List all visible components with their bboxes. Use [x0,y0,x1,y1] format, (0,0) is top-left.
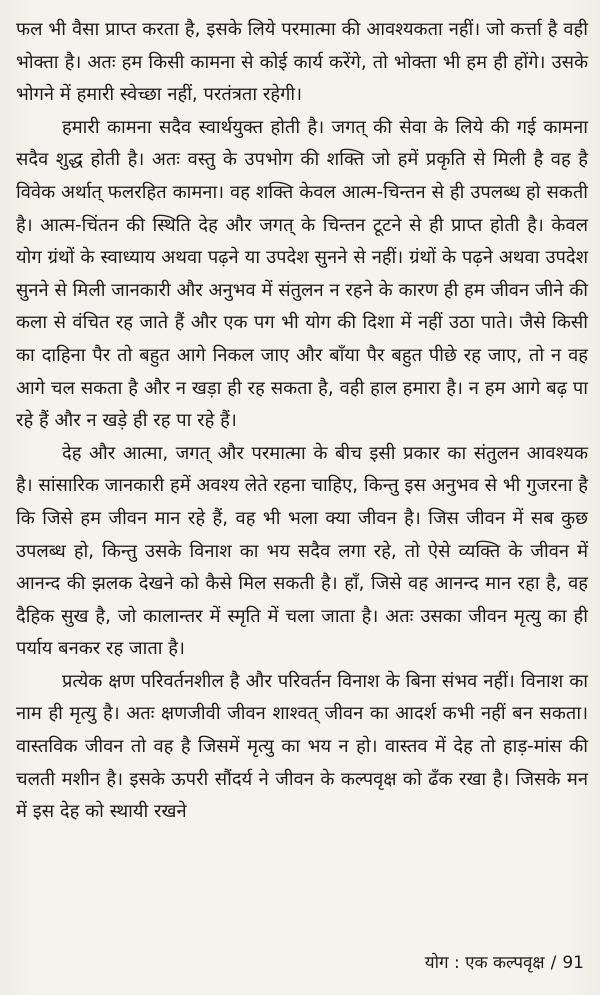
paragraph-4: प्रत्येक क्षण परिवर्तनशील है और परिवर्तन विनाश के बिना संभव नहीं। विनाश का नाम ही मृत्यु है। अतः क्षणजीवी जीवन शाश्वत् जीवन का आदर्श कभी नहीं बन सकता। वास्तविक जीवन तो वह है जिसमें मृत्यु का भय न हो। वास्तव में देह तो हाड़-मांस की चलती मशीन है। इसके ऊपरी सौंदर्य ने जीवन के कल्पवृक्ष को ढँक रखा है। जिसके मन में इस देह को स्थायी रखने [16,670,588,823]
page-number: 91 [562,953,584,973]
footer-separator: / [550,953,557,973]
body-text [16,14,588,829]
paragraph-2: हमारी कामना सदैव स्वार्थयुक्त होती है। जगत् की सेवा के लिये की गई कामना सदैव शुद्ध होती है। अतः वस्तु के उपभोग की शक्ति जो हमें प्रकृति से मिली है वह है विवेक अर्थात् फलरहित कामना। वह शक्ति केवल आत्म-चिन्तन से ही उपलब्ध हो सकती है। आत्म-चिंतन की स्थिति देह और जगत् के चिन्तन टूटने से ही प्राप्त होती है। केवल योग ग्रंथों के स्वाध्याय अथवा पढ़ने या उपदेश सुनने से नहीं। ग्रंथों के पढ़ने अथवा उपदेश सुनने से मिली जानकारी और अनुभव में संतुलन न रहने के कारण ही हम जीवन जीने की कला से वंचित रह जाते हैं और एक पग भी योग की दिशा में नहीं उठा पाते। जैसे किसी का दाहिना पैर तो बहुत आगे निकल जाए और बाँया पैर बहुत पीछे रह जाए, तो न वह आगे चल सकता है और न खड़ा ही रह सकता है, वही हाल हमारा है। न हम आगे बढ़ पा रहे हैं और न खड़े ही रह पा रहे हैं। [16,116,588,432]
paragraph-3: देह और आत्मा, जगत् और परमात्मा के बीच इसी प्रकार का संतुलन आवश्यक है। सांसारिक जानकारी हमें अवश्य लेते रहना चाहिए, किन्तु इस अनुभव से भी गुजरना है कि जिसे हम जीवन मान रहे हैं, वह भी भला क्या जीवन है। जिस जीवन में सब कुछ उपलब्ध हो, किन्तु उसके विनाश का भय सदैव लगा रहे, तो ऐसे व्यक्ति के जीवन में आनन्द की झलक देखने को कैसे मिल सकती है। हाँ, जिसे वह आनन्द मान रहा है, वह दैहिक सुख है, जो कालान्तर में स्मृति में चला जाता है। अतः उसका जीवन मृत्यु का ही पर्याय बनकर रह जाता है। [16,442,588,660]
page-footer [425,952,584,974]
paragraph-1: फल भी वैसा प्राप्त करता है, इसके लिये परमात्मा की आवश्यकता नहीं। जो कर्त्ता है वही भोक्ता है। अतः हम किसी कामना से कोई कार्य करेंगे, तो भोक्ता भी हम ही होंगे। उसके भोगने में हमारी स्वेच्छा नहीं, परतंत्रता रहेगी। [16,19,588,106]
running-title: योग : एक कल्पवृक्ष [424,953,545,973]
